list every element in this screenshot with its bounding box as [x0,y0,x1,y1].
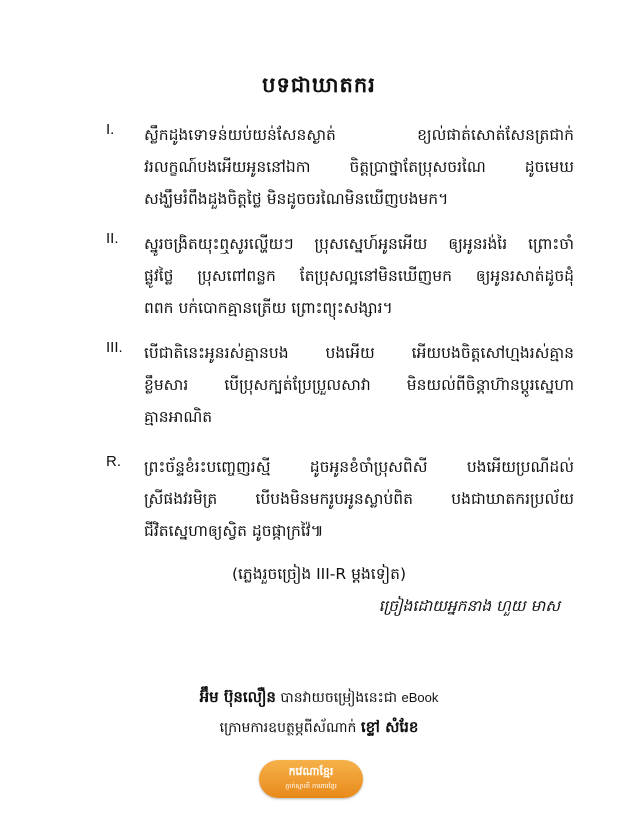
singer-credit: ច្រៀងដោយអ្នកនាង ហួយ មាស [378,597,560,615]
lyric-line: វរលក្ខណ៍បងអើយអូននៅឯកា ចិត្តប្រាថ្នាតែប្រុសចរណៃ ដូចមេឃ [144,158,574,176]
verse-lines [144,451,574,547]
lyric-line: ជីវិតស្នេហាឲ្យស្វិត ដូចផ្កាក្រវ៉ៃ៕ [144,522,324,540]
sponsor-credit [0,718,638,740]
lyric-line: ព្រះច័ន្ទខំរះបញ្ចេញរស្មី ដូចអូនខំចាំប្រុសពិសី បងអើយប្រណីដល់ [144,458,574,476]
lyric-line: ផ្លូវថ្លៃ ប្រុសពៅពន្លក តែប្រុសល្អនៅមិនឃើញមក ឲ្យអូនរសាត់ដូចដុំ [144,267,574,285]
sponsor-text: ក្រោមការឧបត្ថម្ភពីស័ណាក់ [219,720,361,736]
typist-name: អ៊ឹម ប៊ុនលឿន [199,688,276,706]
lyric-line: ស្នូរចង្រិតយុះឮសូរល្ហើយៗ ប្រុសស្នេហ៍អូនអើយ ឲ្យអូនរង់រៃ ព្រោះចាំ [144,235,574,253]
logo-subtitle: ភ្ញាក់ស្មារតី ការពារខ្មែរ [285,782,337,790]
typist-text: បានវាយចម្រៀងនេះជា [275,690,402,706]
lyric-line: ស្រីផងវរមិត្រ បើបងមិនមករូបអូនស្លាប់ពិត បងជាឃាតករប្រល័យ [144,490,574,508]
sponsor-name: ខ្ទៅ សំរែខ [360,718,419,736]
verse-number: III. [106,339,123,356]
repeat-note: (ភ្លេងរួចច្រៀង III-R ម្តងទៀត) [231,565,407,583]
lyric-line: ខ្លឹមសារ បើប្រុសក្បត់ប្រែប្រួលសាវា មិនយល់ពីចិន្តាហ៊ានប្តូរស្នេហា [144,376,574,394]
lyric-line: ស្លឹកដូងទោទន់យប់យន់សែនស្ងាត់ ខ្យល់ផាត់សោត់សែនត្រជាក់ [144,126,574,144]
verse-lines [144,337,574,433]
khmer-logo [259,760,363,798]
lyric-line: គ្មានអាណិត [144,408,213,426]
ebook-label: eBook [401,690,439,705]
verse-lines [144,228,574,324]
lyric-line: បើជាតិនេះអូនរស់គ្មានបង បងអើយ អើយបងចិត្តសៅហ្មងរស់គ្មាន [144,344,574,362]
lyric-line: ពពក បក់បោកគ្មានត្រើយ ព្រោះព្យុះសង្សារ។ [144,299,393,317]
verse-number: R. [106,453,121,470]
typist-credit [0,688,638,710]
verse-lines [144,119,574,215]
lyric-line: សង្ឃឹមរំពឹងដួងចិត្តថ្លៃ មិនដូចចរណៃមិនឃើញបងមក។ [144,190,449,208]
song-title: បទជាឃាតករ [262,73,376,97]
logo-title: កវេណាខ្មែរ [288,765,334,778]
verse-number: II. [106,230,119,247]
verse-number: I. [106,121,115,138]
